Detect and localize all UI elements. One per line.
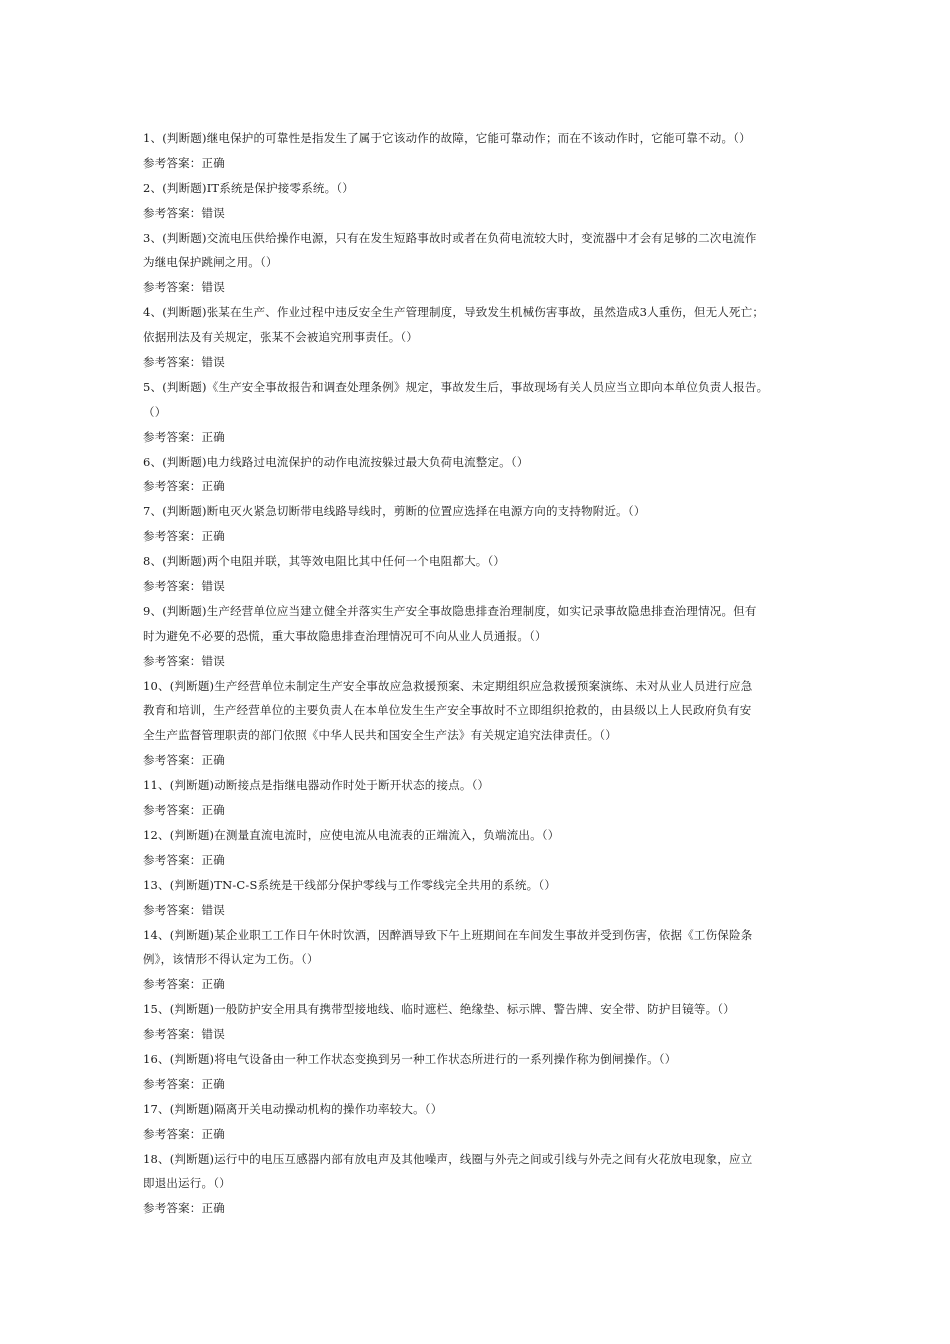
question-text: 17、(判断题)隔离开关电动操动机构的操作功率较大。（） — [143, 1101, 443, 1116]
question-text: 时为避免不必要的恐慌，重大事故隐患排查治理情况可不向从业人员通报。（） — [143, 628, 547, 643]
answer-text: 参考答案：正确 — [143, 529, 225, 544]
question-12 — [143, 823, 823, 873]
answer-text: 参考答案：正确 — [143, 1201, 225, 1216]
question-7 — [143, 499, 823, 549]
answer-text: 参考答案：正确 — [143, 429, 225, 444]
question-text: 3、(判断题)交流电压供给操作电源，只有在发生短路事故时或者在负荷电流较大时，变流器中才会有足够的二次电流作 — [143, 230, 757, 245]
question-text: 13、(判断题)TN-C-S系统是干线部分保护零线与工作零线完全共用的系统。（） — [143, 877, 557, 892]
question-text: 教育和培训，生产经营单位的主要负责人在本单位发生生产安全事故时不立即组织抢救的，由县级以上人民政府负有安 — [143, 703, 752, 718]
question-text: 16、(判断题)将电气设备由一种工作状态变换到另一种工作状态所进行的一系列操作称为倒闸操作。（） — [143, 1051, 677, 1066]
question-8 — [143, 549, 823, 599]
question-9 — [143, 599, 823, 674]
answer-text: 参考答案：错误 — [143, 355, 225, 370]
question-16 — [143, 1047, 823, 1097]
question-text: 7、(判断题)断电灭火紧急切断带电线路导线时，剪断的位置应选择在电源方向的支持物附近。（） — [143, 504, 646, 519]
answer-text: 参考答案：正确 — [143, 852, 225, 867]
answer-text: 参考答案：错误 — [143, 902, 225, 917]
question-text: 12、(判断题)在测量直流电流时，应使电流从电流表的正端流入，负端流出。（） — [143, 827, 560, 842]
question-15 — [143, 997, 823, 1047]
question-text: 6、(判断题)电力线路过电流保护的动作电流按躲过最大负荷电流整定。（） — [143, 454, 529, 469]
question-text: 5、(判断题)《生产安全事故报告和调查处理条例》规定，事故发生后，事故现场有关人员应当立即向本单位负责人报告。 — [143, 379, 769, 394]
answer-text: 参考答案：正确 — [143, 1076, 225, 1091]
question-text: （） — [143, 404, 167, 419]
answer-text: 参考答案：错误 — [143, 653, 225, 668]
answer-text: 参考答案：正确 — [143, 977, 225, 992]
answer-text: 参考答案：正确 — [143, 479, 225, 494]
answer-text: 参考答案：错误 — [143, 579, 225, 594]
question-text: 为继电保护跳闸之用。（） — [143, 255, 278, 270]
question-text: 4、(判断题)张某在生产、作业过程中违反安全生产管理制度，导致发生机械伤害事故，虽然造成3人重伤，但无人死亡； — [143, 305, 765, 320]
question-text: 15、(判断题)一般防护安全用具有携带型接地线、临时遮栏、绝缘垫、标示牌、警告牌、安全带、防护目镜等。（） — [143, 1002, 735, 1017]
answer-text: 参考答案：错误 — [143, 205, 225, 220]
question-text: 10、(判断题)生产经营单位未制定生产安全事故应急救援预案、未定期组织应急救援预案演练、未对从业人员进行应急 — [143, 678, 753, 693]
question-text: 依据刑法及有关规定，张某不会被追究刑事责任。（） — [143, 330, 419, 345]
answer-text: 参考答案：错误 — [143, 1027, 225, 1042]
question-text: 1、(判断题)继电保护的可靠性是指发生了属于它该动作的故障，它能可靠动作；而在不该动作时，它能可靠不动。（） — [143, 131, 751, 145]
document-page — [143, 126, 823, 1221]
question-text: 18、(判断题)运行中的电压互感器内部有放电声及其他噪声，线圈与外壳之间或引线与外壳之间有火花放电现象，应立 — [143, 1151, 753, 1166]
question-text: 11、(判断题)动断接点是指继电器动作时处于断开状态的接点。（） — [143, 778, 490, 793]
answer-text: 参考答案：正确 — [143, 1126, 225, 1141]
question-3 — [143, 226, 823, 301]
question-text: 例》，该情形不得认定为工伤。（） — [143, 952, 319, 967]
question-text: 8、(判断题)两个电阻并联，其等效电阻比其中任何一个电阻都大。（） — [143, 554, 506, 569]
answer-text: 参考答案：正确 — [143, 803, 225, 818]
question-4 — [143, 300, 823, 375]
answer-text: 参考答案：正确 — [143, 753, 225, 768]
question-11 — [143, 773, 823, 823]
question-text: 全生产监督管理职责的部门依照《中华人民共和国安全生产法》有关规定追究法律责任。（） — [143, 728, 617, 743]
question-2 — [143, 176, 823, 226]
question-text: 2、(判断题)IT系统是保护接零系统。（） — [143, 180, 354, 195]
question-10 — [143, 674, 823, 774]
question-1 — [143, 126, 823, 176]
question-5 — [143, 375, 823, 450]
answer-text: 参考答案：正确 — [143, 155, 225, 170]
question-18 — [143, 1147, 823, 1222]
question-14 — [143, 923, 823, 998]
answer-text: 参考答案：错误 — [143, 280, 225, 295]
question-17 — [143, 1097, 823, 1147]
question-text: 9、(判断题)生产经营单位应当建立健全并落实生产安全事故隐患排查治理制度，如实记录事故隐患排查治理情况。但有 — [143, 603, 757, 618]
question-text: 14、(判断题)某企业职工工作日午休时饮酒，因醉酒导致下午上班期间在车间发生事故并受到伤害，依据《工伤保险条 — [143, 927, 753, 942]
question-text: 即退出运行。（） — [143, 1176, 231, 1191]
question-13 — [143, 873, 823, 923]
question-6 — [143, 450, 823, 500]
